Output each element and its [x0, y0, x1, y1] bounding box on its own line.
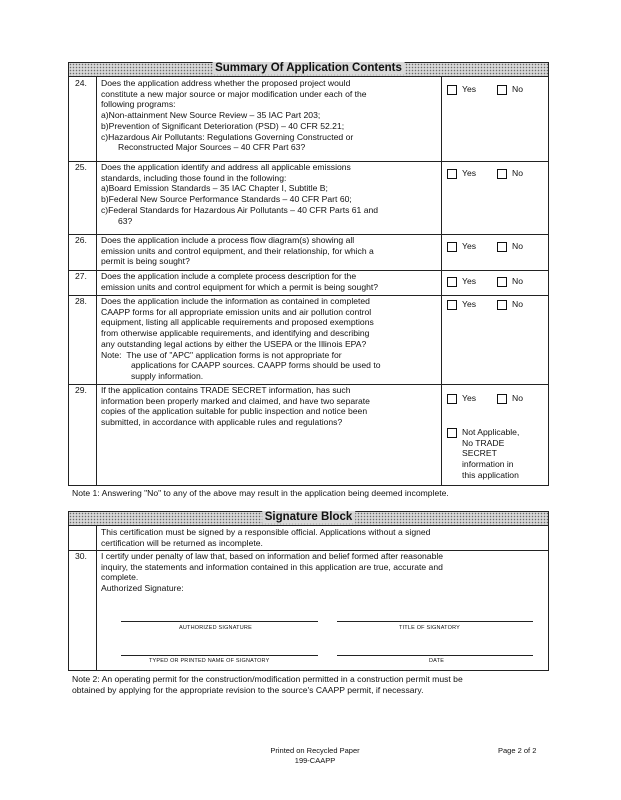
question-line: information been properly marked and claimed, and have two separate	[101, 395, 370, 406]
question-line: Does the application address whether the proposed project would	[101, 78, 351, 88]
note-label: Note:	[101, 349, 122, 360]
summary-header	[69, 63, 548, 77]
question-text	[101, 78, 441, 153]
form-number: 199-CAAPP	[294, 755, 336, 765]
signature-title: Signature Block	[262, 511, 356, 523]
certification-text	[101, 551, 541, 594]
no-checkbox-28[interactable]	[497, 300, 507, 310]
yes-checkbox-27[interactable]	[447, 277, 457, 287]
no-checkbox-29[interactable]	[497, 394, 507, 404]
no-label: No	[512, 299, 523, 309]
question-line: b)Federal New Source Performance Standards – 40 CFR Part 60;	[101, 194, 352, 205]
question-row-25	[69, 161, 548, 235]
question-row-28	[69, 295, 548, 385]
question-line: 63?	[118, 215, 133, 226]
question-number: 24.	[75, 78, 87, 88]
question-number: 30.	[75, 551, 87, 561]
no-checkbox-24[interactable]	[497, 85, 507, 95]
signature-header	[69, 512, 548, 526]
question-line: c)Hazardous Air Pollutants: Regulations Governing Constructed or	[101, 131, 354, 142]
question-text	[101, 271, 441, 292]
summary-title: Summary Of Application Contents	[212, 62, 405, 74]
question-line: a)Board Emission Standards – 35 IAC Chapter I, Subtitle B;	[101, 183, 328, 194]
intro-line: This certification must be signed by a responsible official. Applications without a signed	[101, 527, 431, 537]
question-text	[101, 296, 441, 382]
no-checkbox-25[interactable]	[497, 169, 507, 179]
note-line: applications for CAAPP sources. CAAPP forms should be used to	[131, 360, 381, 371]
question-row-26	[69, 234, 548, 271]
note-line: supply information.	[131, 370, 204, 381]
no-label: No	[512, 168, 523, 178]
yes-checkbox-29[interactable]	[447, 394, 457, 404]
question-row-24	[69, 77, 548, 162]
no-label: No	[512, 276, 523, 286]
printed-name-caption: TYPED OR PRINTED NAME OF SIGNATORY	[149, 658, 270, 664]
question-number: 26.	[75, 235, 87, 245]
question-line: standards, including those found in the following:	[101, 172, 287, 183]
no-label: No	[512, 393, 523, 403]
yes-label: Yes	[462, 393, 477, 403]
yes-label: Yes	[462, 299, 477, 309]
question-line: any outstanding legal actions by either the USEPA or the Illinois EPA?	[101, 338, 367, 349]
question-line: Reconstructed Major Sources – 40 CFR Part 63?	[118, 142, 306, 153]
question-number: 27.	[75, 271, 87, 281]
no-checkbox-26[interactable]	[497, 242, 507, 252]
question-line: emission units and control equipment, and their relationship, for which a	[101, 245, 374, 256]
printed-name-line[interactable]	[121, 655, 318, 656]
question-note	[101, 350, 441, 361]
question-line: CAAPP forms for all appropriate emission units and air pollution control	[101, 306, 372, 317]
question-text	[101, 235, 441, 267]
question-line: b)Prevention of Significant Deterioration (PSD) – 40 CFR 52.21;	[101, 120, 345, 131]
not-applicable-checkbox-29[interactable]	[447, 428, 457, 438]
question-line: from otherwise applicable requirements, and identifying and describing	[101, 328, 370, 339]
question-line: submitted, in accordance with applicable rules and regulations?	[101, 417, 343, 428]
note-2-line: obtained by applying for the appropriate revision to the source's CAAPP permit, if necessary.	[72, 685, 424, 695]
question-line: permit is being sought?	[101, 256, 190, 267]
date-caption: DATE	[429, 658, 445, 664]
question-text	[101, 385, 441, 428]
question-number: 29.	[75, 385, 87, 395]
na-line: information in	[462, 459, 514, 470]
not-applicable-label	[462, 427, 519, 481]
authorized-signature-label: Authorized Signature:	[101, 583, 184, 594]
question-row-29	[69, 384, 548, 485]
date-line[interactable]	[337, 655, 533, 656]
question-number: 28.	[75, 296, 87, 306]
title-caption: TITLE OF SIGNATORY	[399, 625, 461, 631]
title-line[interactable]	[337, 621, 533, 622]
question-text	[101, 162, 441, 226]
question-line: Does the application include a complete process description for the	[101, 271, 357, 281]
note-2	[72, 674, 463, 696]
signature-table	[68, 511, 549, 671]
cert-line: I certify under penalty of law that, based on information and belief formed after reasonable	[101, 551, 444, 561]
no-label: No	[512, 241, 523, 251]
question-line: c)Federal Standards for Hazardous Air Pollutants – 40 CFR Parts 61 and	[101, 204, 379, 215]
cert-line: inquiry, the statements and information contained in this application are true, accurate and	[101, 561, 443, 572]
intro-line: certification will be returned as incomplete.	[101, 537, 263, 548]
certification-row	[69, 550, 548, 670]
yes-checkbox-24[interactable]	[447, 85, 457, 95]
question-line: Does the application include the information as contained in completed	[101, 296, 370, 306]
na-line: Not Applicable,	[462, 427, 520, 437]
question-number: 25.	[75, 162, 87, 172]
note-2-line: Note 2: An operating permit for the construction/modification permitted in a construction permit must be	[72, 674, 463, 684]
question-line: emission units and control equipment for which a permit is being sought?	[101, 281, 379, 292]
note-text: The use of "APC" application forms is not appropriate for	[126, 349, 342, 360]
yes-checkbox-28[interactable]	[447, 300, 457, 310]
summary-table	[68, 62, 549, 486]
question-line: following programs:	[101, 99, 176, 110]
na-line: No TRADE	[462, 437, 505, 448]
question-line: Does the application include a process flow diagram(s) showing all	[101, 235, 355, 245]
na-line: SECRET	[462, 448, 497, 459]
signature-line[interactable]	[121, 621, 318, 622]
yes-checkbox-25[interactable]	[447, 169, 457, 179]
no-label: No	[512, 84, 523, 94]
yes-label: Yes	[462, 276, 477, 286]
no-checkbox-27[interactable]	[497, 277, 507, 287]
yes-label: Yes	[462, 84, 477, 94]
yes-checkbox-26[interactable]	[447, 242, 457, 252]
cert-line: complete.	[101, 572, 139, 583]
yes-label: Yes	[462, 241, 477, 251]
yes-label: Yes	[462, 168, 477, 178]
question-line: equipment, listing all applicable requirements and proposed exemptions	[101, 317, 374, 328]
authorized-signature-caption: AUTHORIZED SIGNATURE	[179, 625, 252, 631]
note-1: Note 1: Answering "No" to any of the above may result in the application being deemed incomplete.	[72, 488, 449, 498]
question-line: a)Non-attainment New Source Review – 35 IAC Part 203;	[101, 110, 321, 121]
question-line: If the application contains TRADE SECRET information, has such	[101, 385, 351, 395]
page-number: Page 2 of 2	[498, 746, 537, 755]
signature-intro	[101, 527, 541, 548]
na-line: this application	[462, 469, 519, 480]
signature-intro-row	[69, 526, 548, 551]
question-row-27	[69, 270, 548, 296]
recycled-paper-note: Printed on Recycled Paper	[270, 746, 360, 755]
question-line: constitute a new major source or major modification under each of the	[101, 88, 367, 99]
question-line: Does the application identify and address all applicable emissions	[101, 162, 351, 172]
footer-center	[240, 746, 390, 765]
question-line: copies of the application suitable for public inspection and notice been	[101, 406, 368, 417]
